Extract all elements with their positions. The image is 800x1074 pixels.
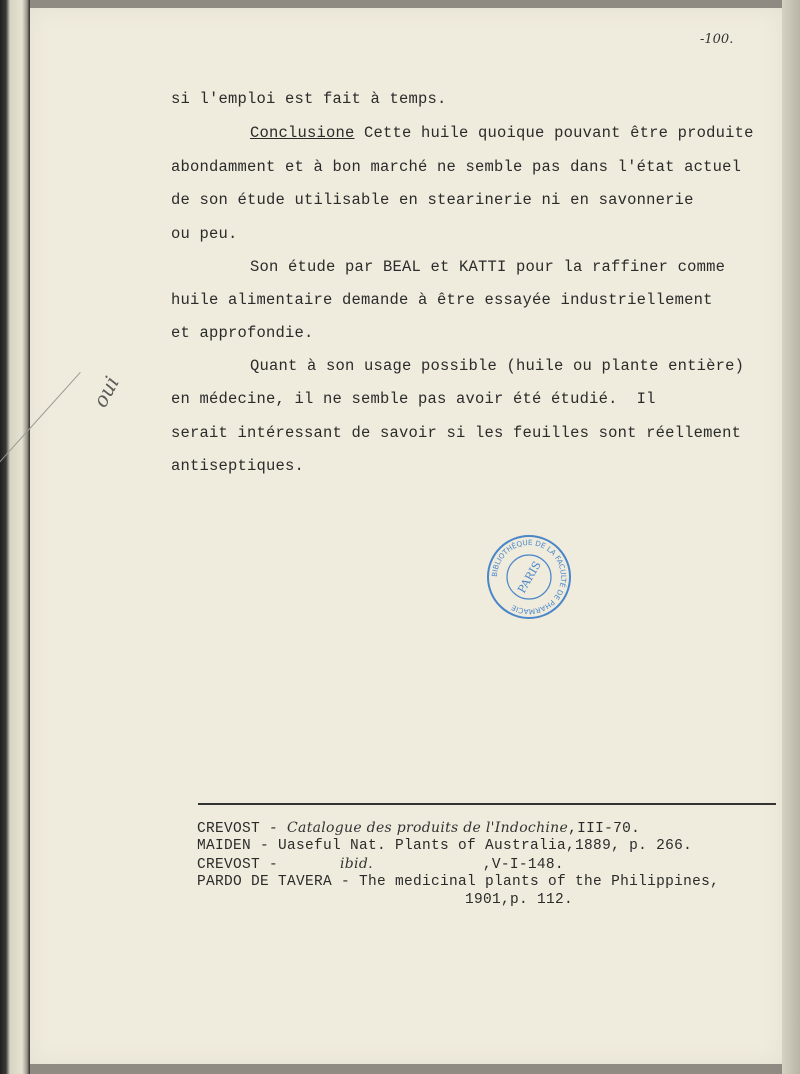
reference-1-handwritten-title: Catalogue des produits de l'Indochine [287, 820, 569, 836]
reference-1-separator: - [260, 821, 288, 837]
body-line-2-text: Cette huile quoique pouvant être produite [354, 124, 754, 142]
reference-1-author: CREVOST [197, 821, 261, 837]
reference-3-author: CREVOST - [197, 857, 279, 873]
page-edge [782, 0, 800, 1074]
body-line-7: huile alimentaire demande à être essayée industriellement [171, 291, 713, 309]
body-line-11: serait intéressant de savoir si les feuilles sont réellement [171, 424, 742, 442]
conclusion-heading: Conclusione [250, 124, 355, 142]
body-line-5: ou peu. [171, 225, 238, 243]
reference-2: MAIDEN - Uaseful Nat. Plants of Australia,1889, p. 266. [197, 838, 693, 854]
reference-1 [197, 820, 640, 837]
references-divider [198, 803, 776, 805]
page-number: -100. [700, 32, 734, 47]
reference-3-citation: ,V-I-148. [482, 857, 564, 873]
body-line-2 [250, 124, 754, 142]
body-line-12: antiseptiques. [171, 457, 305, 475]
library-stamp [486, 534, 572, 620]
body-line-9: Quant à son usage possible (huile ou plante entière) [250, 357, 745, 375]
body-line-4: de son étude utilisable en stearinerie ni en savonnerie [171, 191, 694, 209]
body-line-6: Son étude par BEAL et KATTI pour la raffiner comme [250, 258, 726, 276]
reference-4: PARDO DE TAVERA - The medicinal plants of the Philippines, [197, 874, 720, 890]
body-line-1: si l'emploi est fait à temps. [171, 90, 447, 108]
margin-handwritten-note: oui [88, 372, 124, 412]
reference-3-handwritten-ibid: ibid. [340, 856, 373, 872]
body-line-8: et approfondie. [171, 324, 314, 342]
stamp-outer-text: BIBLIOTHÈQUE DE LA FACULTÉ DE PHARMACIE [489, 537, 569, 617]
reference-3 [197, 856, 564, 873]
reference-5: 1901,p. 112. [465, 892, 574, 908]
stamp-center-text: PARIS [515, 559, 544, 596]
body-line-10: en médecine, il ne semble pas avoir été étudié. Il [171, 390, 656, 408]
book-binding [0, 0, 30, 1074]
body-line-3: abondamment et à bon marché ne semble pas dans l'état actuel [171, 158, 742, 176]
reference-1-citation: ,III-70. [568, 821, 641, 837]
